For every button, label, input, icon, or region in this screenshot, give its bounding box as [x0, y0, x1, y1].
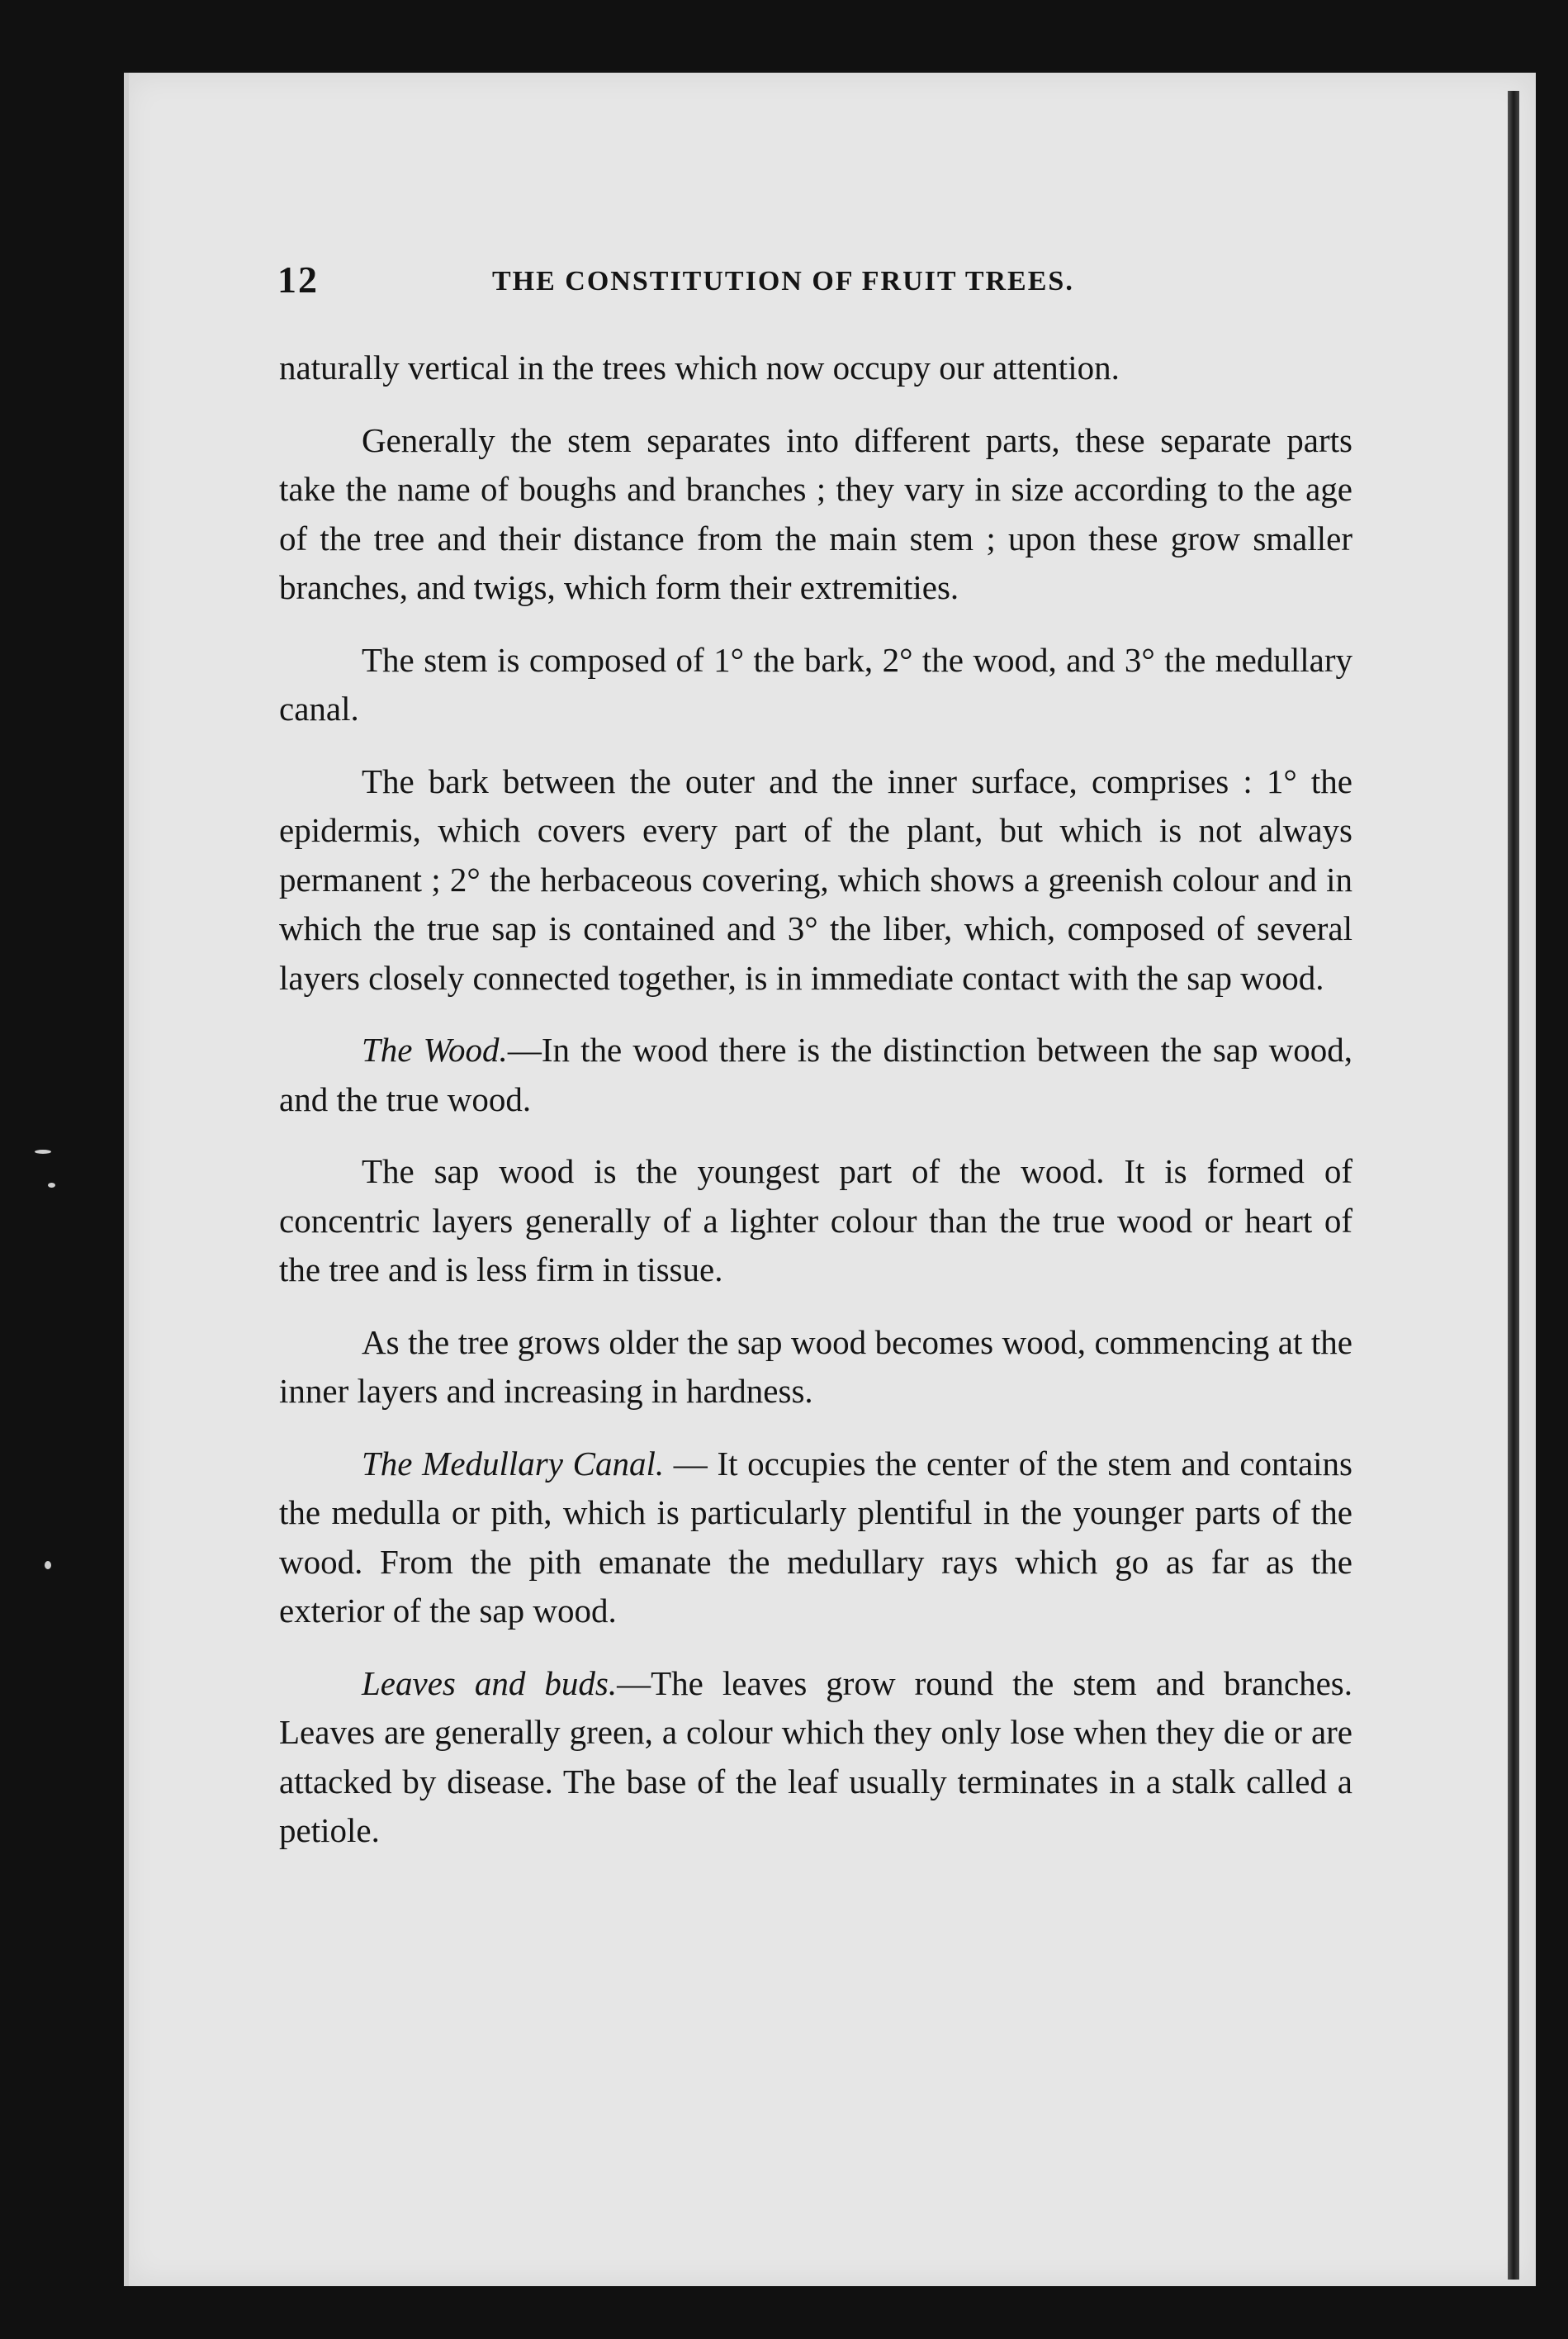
- page-number: 12: [277, 259, 319, 301]
- scan-speck: [35, 1150, 51, 1154]
- body-text: [279, 344, 1352, 1879]
- page-binding-edge: [1508, 91, 1519, 2280]
- running-head: THE CONSTITUTION OF FRUIT TREES.: [492, 266, 1074, 297]
- paragraph: Generally the stem separates into different parts, these separate parts take the name of boughs and branches ; they vary in size according to the age of the tree and their distance from the main stem ; upon these grow smaller branches, and twigs, which form their extremities.: [279, 420, 1352, 606]
- page-header: [277, 258, 1351, 307]
- paragraph: Leaves and buds.—The leaves grow round the stem and branches. Leaves are generally green, a colour which they only lose when they die or are attacked by disease. The base of the leaf usually terminates in a stalk called a petiole.: [279, 1663, 1352, 1849]
- scan-speck: [48, 1183, 55, 1188]
- paragraph: The stem is composed of 1° the bark, 2° the wood, and 3° the medullary canal.: [279, 640, 1352, 728]
- run-in-heading: The Wood.: [362, 1031, 508, 1069]
- paragraph: As the tree grows older the sap wood becomes wood, commencing at the inner layers and increasing in hardness.: [279, 1322, 1352, 1410]
- paragraph: The Wood.—In the wood there is the distinction between the sap wood, and the true wood.: [279, 1031, 1353, 1118]
- scan-speck: [45, 1561, 51, 1569]
- run-in-heading: The Medullary Canal.: [362, 1444, 665, 1483]
- paragraph: naturally vertical in the trees which now occupy our attention.: [279, 349, 1120, 387]
- paragraph: The sap wood is the youngest part of the wood. It is formed of concentric layers generally of a lighter colour than the true wood or heart of the tree and is less firm in tissue.: [279, 1152, 1352, 1288]
- paragraph: The Medullary Canal. — It occupies the center of the stem and contains the medulla or pith, which is particularly plentiful in the younger parts of the wood. From the pith emanate the medullary rays which go as far as the exterior of the sap wood.: [279, 1444, 1352, 1630]
- paragraph: The bark between the outer and the inner surface, comprises : 1° the epidermis, which covers every part of the plant, but which is not always permanent ; 2° the herbaceous covering, which shows a greenish colour and in which the true sap is contained and 3° the liber, which, composed of several layers closely connected together, is in immediate contact with the sap wood.: [279, 761, 1352, 997]
- run-in-heading: Leaves and buds.: [362, 1663, 618, 1702]
- page-left-edge: [124, 73, 129, 2286]
